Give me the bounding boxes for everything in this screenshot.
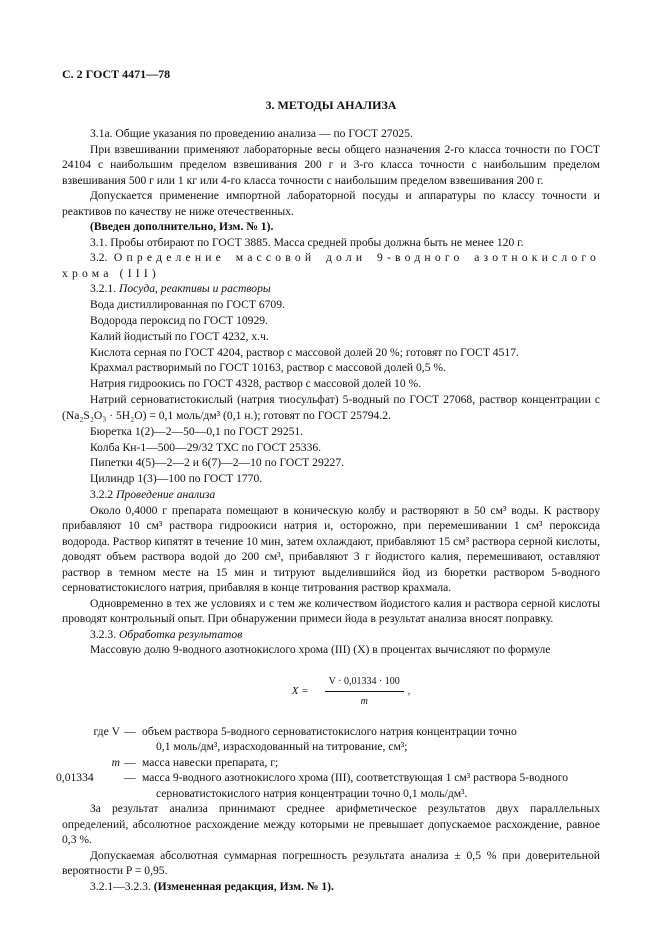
subsection-title: Обработка результатов [119,627,243,641]
amendment-note: (Введен дополнительно, Изм. № 1). [90,220,274,233]
subsection-heading [62,250,600,281]
section-number: 3.2.1—3.2.3. [90,879,151,893]
definition-text: масса навески препарата, г; [142,755,279,769]
subsection-title: Определение массовой доли 9-водного азотнокислого хрома (III) [62,251,600,280]
paragraph: Одновременно в тех же условиях и с тем же количеством йодистого калия и раствора серной кислоты проводят контрольный опыт. При обнаружении примеси йода в результат анализа вносят поправку. [62,596,600,626]
reagent-item: Натрий серноватистокислый (натрия тиосульфат) 5-водный по ГОСТ 27068, раствор концентрации c (Na₂S₂O₃ · 5H₂O) = 0,1 моль/дм³ (0,1 н.); готовят по ГОСТ 25794.2. [62,393,600,422]
definition-row [56,770,600,801]
formula-tail: , [407,685,411,697]
section-number: 3.2.3. [90,627,117,641]
subsection-heading [62,487,600,503]
reagent-item: Водорода пероксид по ГОСТ 10929. [90,313,268,327]
section-number: 3.2.2 [90,488,114,502]
paragraph: Допускается применение импортной лабораторной посуды и аппаратуры по классу точности и реактивов по качеству не ниже отечественных. [62,189,600,218]
paragraph: Допускаемая абсолютная суммарная погрешность результата анализа ± 0,5 % при доверительной вероятности P = 0,95. [62,848,600,878]
paragraph: 3.1а. Общие указания по проведению анализа — по ГОСТ 27025. [90,127,413,140]
definition-symbol: m [111,755,120,769]
paragraph: Массовую долю 9-водного азотнокислого хрома (III) (X) в процентах вычисляют по формуле [90,643,551,657]
formula [102,674,600,710]
reagent-item: Вода дистиллированная по ГОСТ 6709. [90,297,285,311]
definition-symbol: где V [93,724,120,738]
formula-lhs: X = [291,684,309,697]
definition-continuation: 0,1 моль/дм³, израсходованный на титрование, см³; [156,740,408,754]
paragraph: При взвешивании применяют лабораторные весы общего назначения 2-го класса точности по ГОСТ 24104 с наибольшим пределом взвешивания 200 г и 3-го класса точности с наибольшим пределом взвешивания 500 г или 1 кг или 4-го класса точности с наибольшим пределом взвешивания 200 г. [62,142,600,187]
reagent-item: Бюретка 1(2)—2—50—0,1 по ГОСТ 29251. [90,424,304,438]
paragraph: 3.1. Пробы отбирают по ГОСТ 3885. Масса средней пробы должна быть не менее 120 г. [90,235,524,249]
amendment-note [62,879,600,895]
definition-line: объем раствора 5-водного серноватистокислого натрия концентрации точно [142,724,517,738]
subsection-title: Проведение анализа [116,488,216,502]
definition-continuation: серноватистокислого натрия концентрации точно 0,1 моль/дм³. [156,786,468,800]
paragraph: За результат анализа принимают среднее арифметическое результатов двух параллельных определений, абсолютное расхождение между которыми не превышает допускаемое расхождение, равное 0,3 %. [62,802,600,847]
reagent-item: Крахмал растворимый по ГОСТ 10163, раствор с массовой долей 0,5 %. [90,361,446,375]
definition-line: масса 9-водного азотнокислого хрома (III), соответствующая 1 см³ раствора 5-водного [142,771,569,785]
reagent-item: Пипетки 4(5)—2—2 и 6(7)—2—10 по ГОСТ 29227. [90,456,345,470]
reagent-item: Натрия гидроокись по ГОСТ 4328, раствор с массовой долей 10 %. [90,377,422,391]
definition-text [142,770,600,801]
variable-definitions [56,724,600,802]
definition-symbol: 0,01334 [56,771,94,785]
formula-denominator: m [360,696,368,708]
definition-dash: — [124,771,136,785]
section-number: 3.2.1. [90,282,117,295]
formula-numerator: V · 0,01334 · 100 [325,674,404,693]
reagent-item: Цилиндр 1(3)—100 по ГОСТ 1770. [90,472,263,486]
document-body [56,126,600,894]
definition-dash: — [124,724,136,738]
definition-row [62,755,600,771]
section-title: 3. МЕТОДЫ АНАЛИЗА [265,98,397,112]
subsection-title: Посуда, реактивы и растворы [119,282,271,295]
definition-text [142,724,600,755]
formula-fraction [325,674,404,710]
section-number: 3.2. [90,251,108,264]
definition-row [62,724,600,755]
definition-dash: — [124,755,136,769]
reagent-item: Калий йодистый по ГОСТ 4232, х.ч. [90,329,269,343]
paragraph: Около 0,4000 г препарата помещают в коническую колбу и растворяют в 50 см³ воды. К раствору прибавляют 10 см³ раствора гидроокиси натрия и, осторожно, при перемешивании 1 см³ пероксида водорода. Раствор кипятят в течение 10 мин, затем охлаждают, прибавляют 15 см³ раствора серной кислоты, доводят объем раствора водой до 200 см³, прибавляют 3 г йодистого калия, перемешивают, оставляют раствор в темном месте на 15 мин и титруют выделившийся йод из бюретки раствором 5-водного серноватистокислого натрия, прибавляя в конце титрования раствор крахмала. [62,503,600,595]
reagent-item: Кислота серная по ГОСТ 4204, раствор с массовой долей 20 %; готовят по ГОСТ 4517. [90,345,519,359]
page-header: С. 2 ГОСТ 4471—78 [62,67,171,81]
reagent-item: Колба Кн-1—500—29/32 ТХС по ГОСТ 25336. [90,440,322,454]
subsection-heading [62,281,600,297]
subsection-heading [62,627,600,643]
amendment-text: (Измененная редакция, Изм. № 1). [153,879,334,893]
